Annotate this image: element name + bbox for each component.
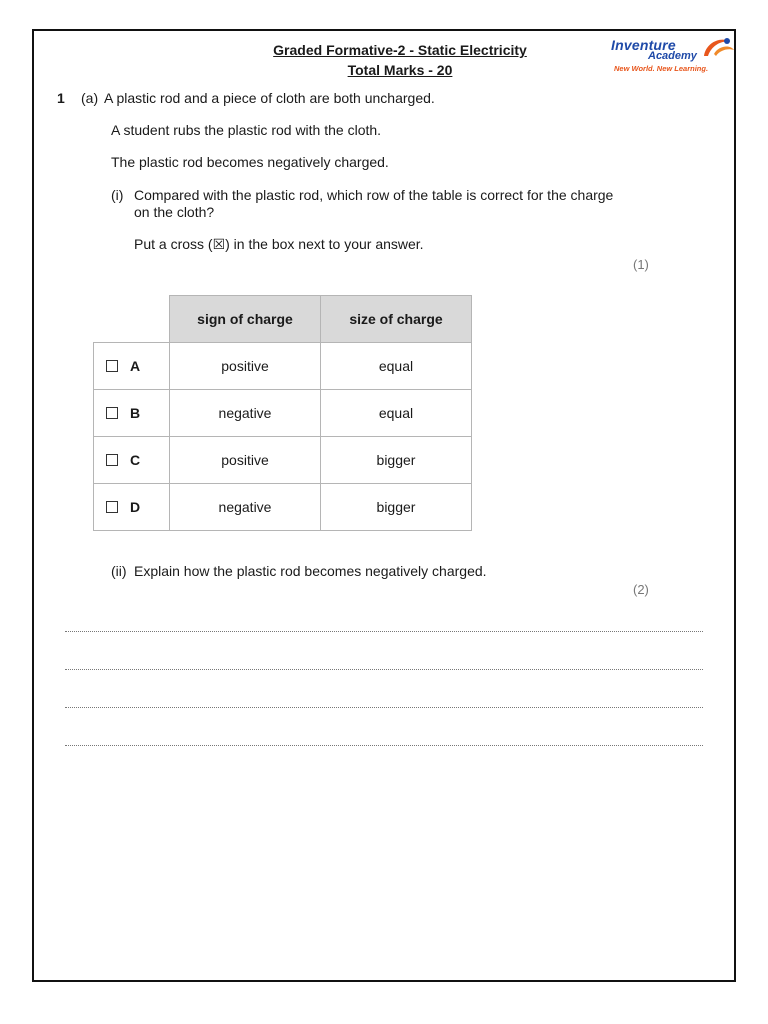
option-d-cell[interactable] — [94, 484, 170, 531]
document-subtitle: Total Marks - 20 — [347, 62, 453, 78]
option-a-cell[interactable] — [94, 343, 170, 390]
answer-line[interactable] — [65, 707, 703, 708]
answer-line[interactable] — [65, 745, 703, 746]
option-b-cell[interactable] — [94, 390, 170, 437]
checkbox-icon[interactable] — [106, 407, 118, 419]
size-cell: bigger — [321, 484, 472, 531]
answer-line[interactable] — [65, 631, 703, 632]
sub-question-i-marks: (1) — [633, 257, 649, 272]
sub-question-i-label: (i) — [111, 187, 124, 203]
sign-cell: negative — [170, 484, 321, 531]
option-label: C — [130, 452, 141, 468]
question-part: (a) — [81, 90, 99, 106]
size-cell: equal — [321, 343, 472, 390]
table-header-size: size of charge — [321, 296, 472, 343]
size-cell: bigger — [321, 437, 472, 484]
logo-name: Inventure — [611, 37, 676, 53]
document-title: Graded Formative-2 - Static Electricity — [273, 42, 527, 58]
option-label: A — [130, 358, 141, 374]
sub-question-ii-text: Explain how the plastic rod becomes negatively charged. — [134, 563, 487, 579]
table-header-row — [94, 296, 472, 343]
question-intro: A plastic rod and a piece of cloth are both uncharged. — [104, 90, 435, 106]
table-header-blank — [94, 296, 170, 343]
table-header-sign: sign of charge — [170, 296, 321, 343]
option-label: D — [130, 499, 141, 515]
sub-question-i-text-2: on the cloth? — [134, 204, 215, 220]
sub-question-ii-marks: (2) — [633, 582, 649, 597]
option-label: B — [130, 405, 141, 421]
checkbox-icon[interactable] — [106, 454, 118, 466]
sign-cell: positive — [170, 437, 321, 484]
table-row — [94, 437, 472, 484]
question-line-2: A student rubs the plastic rod with the cloth. — [111, 122, 382, 138]
table-row — [94, 484, 472, 531]
inventure-academy-logo — [608, 36, 738, 76]
question-number: 1 — [57, 90, 65, 106]
sub-question-i-text-1: Compared with the plastic rod, which row of the table is correct for the charge — [134, 187, 614, 203]
answer-line[interactable] — [65, 669, 703, 670]
checkbox-icon[interactable] — [106, 501, 118, 513]
sign-cell: negative — [170, 390, 321, 437]
table-row — [94, 390, 472, 437]
size-cell: equal — [321, 390, 472, 437]
table-row — [94, 343, 472, 390]
logo-tagline: New World. New Learning. — [614, 64, 709, 73]
answer-table — [93, 295, 472, 531]
logo-sub: Academy — [648, 50, 697, 62]
logo-swoosh-icon — [700, 36, 736, 60]
checkbox-icon[interactable] — [106, 360, 118, 372]
sub-question-i-instruction: Put a cross (☒) in the box next to your answer. — [134, 236, 424, 252]
sign-cell: positive — [170, 343, 321, 390]
sub-question-ii-label: (ii) — [111, 563, 127, 579]
option-c-cell[interactable] — [94, 437, 170, 484]
question-line-3: The plastic rod becomes negatively charged. — [111, 154, 389, 170]
